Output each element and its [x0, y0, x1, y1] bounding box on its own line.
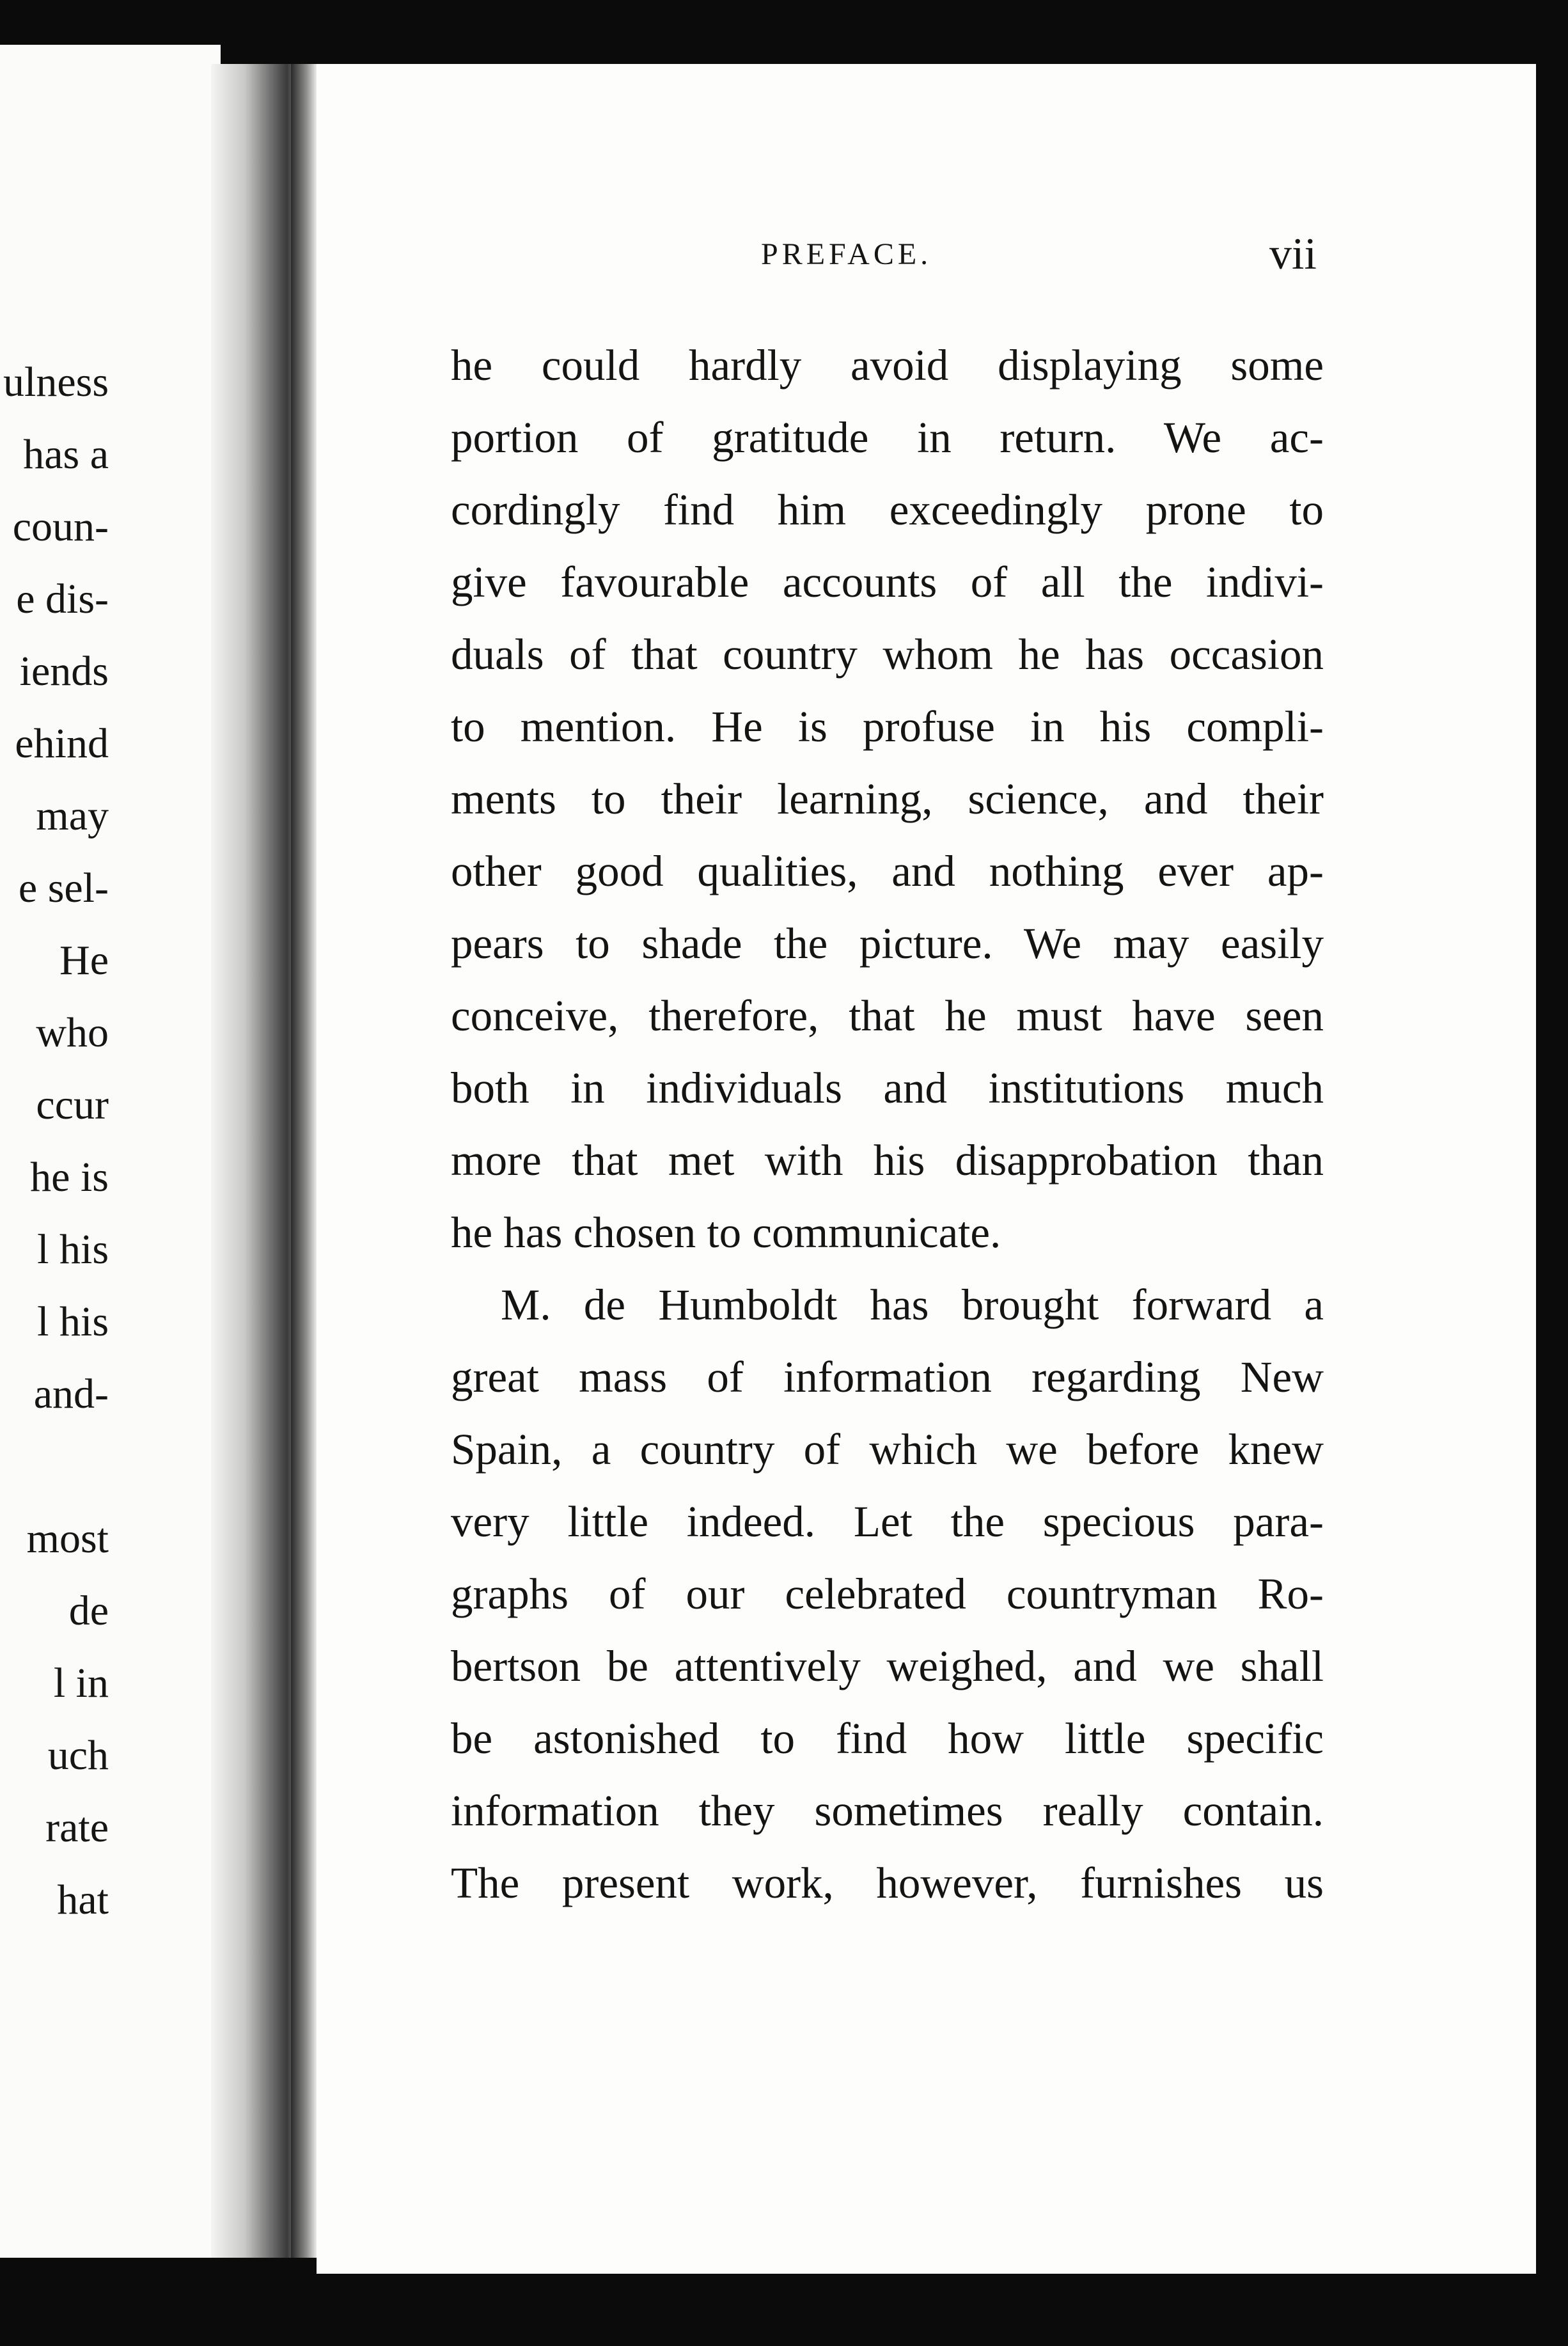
text-line: information they sometimes really contain. — [451, 1786, 1324, 1835]
text-line: give favourable accounts of all the indivi- — [451, 558, 1324, 606]
text-line: Spain, a country of which we before knew — [451, 1425, 1324, 1474]
text-line: other good qualities, and nothing ever ap- — [451, 847, 1324, 895]
text-line: ments to their learning, science, and their — [451, 775, 1324, 823]
left-facing-page — [0, 45, 221, 2258]
text-line: The present work, however, furnishes us — [451, 1859, 1324, 1907]
text-line: cordingly find him exceedingly prone to — [451, 485, 1324, 534]
right-page — [317, 64, 1536, 2274]
left-line: uch — [47, 1732, 109, 1779]
text-line: conceive, therefore, that he must have seen — [451, 991, 1324, 1040]
text-line: M. de Humboldt has brought forward a — [501, 1280, 1324, 1329]
left-line: most — [26, 1515, 109, 1562]
text-line: be astonished to find how little specific — [451, 1714, 1324, 1763]
left-line: l his — [37, 1298, 109, 1345]
left-line: has a — [23, 431, 109, 478]
text-line: he could hardly avoid displaying some — [451, 341, 1324, 390]
left-line: de — [68, 1587, 109, 1634]
text-line: very little indeed. Let the specious para- — [451, 1497, 1324, 1546]
left-line: may — [36, 792, 109, 839]
left-line: and- — [33, 1371, 109, 1417]
left-line: rate — [45, 1804, 109, 1851]
body-text — [451, 329, 1324, 1919]
left-line: l in — [53, 1660, 109, 1706]
left-line: ehind — [15, 720, 109, 767]
text-line: duals of that country whom he has occasion — [451, 630, 1324, 679]
left-line: ccur — [36, 1082, 109, 1128]
left-line: He — [59, 937, 109, 984]
text-line: bertson be attentively weighed, and we shall — [451, 1642, 1324, 1690]
text-line: portion of gratitude in return. We ac- — [451, 413, 1324, 462]
text-line: to mention. He is profuse in his compli- — [451, 702, 1324, 751]
left-line: iends — [19, 648, 109, 695]
text-line: he has chosen to communicate. — [451, 1208, 1001, 1257]
text-line: great mass of information regarding New — [451, 1353, 1324, 1401]
page-header — [317, 230, 1317, 313]
left-line: hat — [57, 1877, 109, 1923]
text-line: graphs of our celebrated countryman Ro- — [451, 1570, 1324, 1618]
text-line: more that met with his disapprobation than — [451, 1136, 1324, 1185]
left-line: he is — [30, 1154, 109, 1201]
left-line: ulness — [3, 359, 109, 405]
text-line: both in individuals and institutions much — [451, 1064, 1324, 1112]
left-line: e sel- — [18, 865, 109, 911]
left-line: l his — [37, 1226, 109, 1273]
page-edge-shadow — [291, 64, 317, 2258]
text-line: pears to shade the picture. We may easily — [451, 919, 1324, 968]
running-head: PREFACE. — [761, 237, 932, 271]
page-number: vii — [1269, 230, 1317, 279]
left-line: coun- — [12, 503, 109, 550]
left-line: e dis- — [16, 576, 109, 622]
left-line: who — [36, 1009, 109, 1056]
